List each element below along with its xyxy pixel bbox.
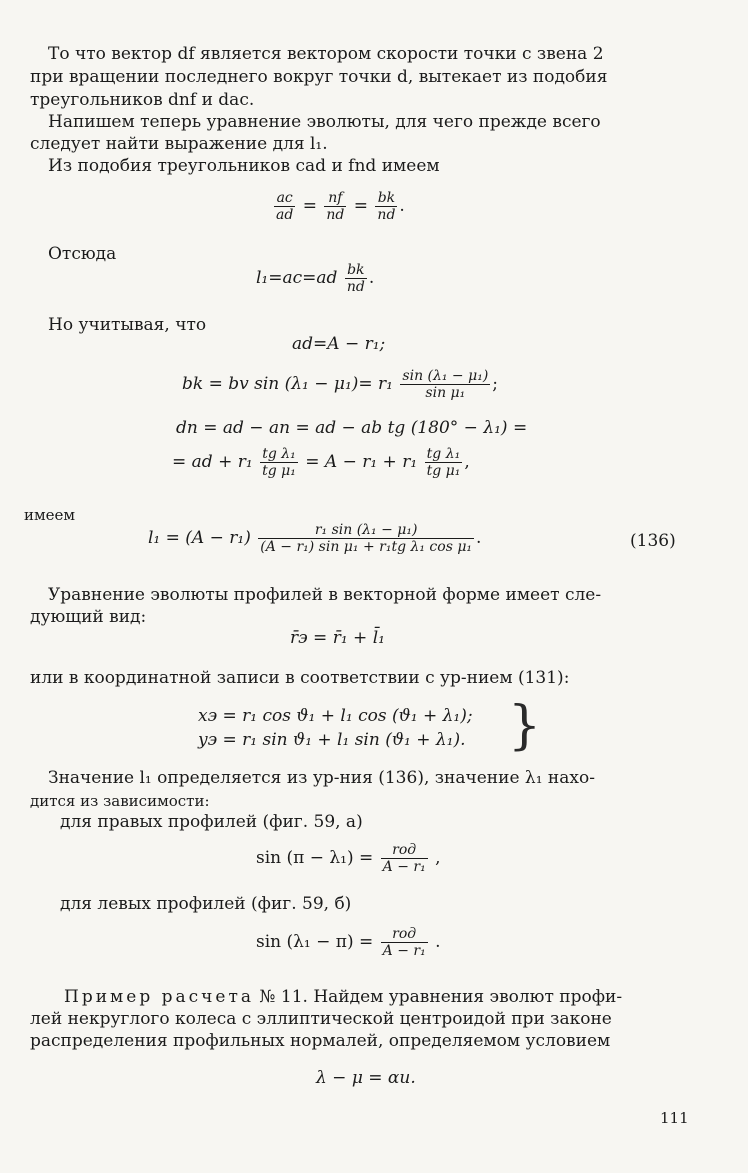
eq136-lhs: l₁ = (A − r₁) bbox=[148, 528, 251, 548]
paragraph-2-line-1: Напишем теперь уравнение эволюты, для чего прежде всего bbox=[48, 112, 601, 132]
equation-number-136: (136) bbox=[630, 531, 676, 551]
coordinate-line: или в координатной записи в соответствии с ур-нием (131): bbox=[30, 668, 570, 688]
frac-numerator: nf bbox=[324, 190, 346, 207]
frac-denominator: sin μ₁ bbox=[425, 385, 466, 401]
vector-equation: r̄э = r̄₁ + l̄₁ bbox=[290, 628, 385, 648]
right-profile-equation bbox=[256, 842, 441, 875]
dn2-part-a: = ad + r₁ bbox=[172, 452, 253, 472]
example-line-2: лей некруглого колеса с эллиптической центроидой при законе bbox=[30, 1009, 612, 1029]
no-uchityvaya-label: Но учитывая, что bbox=[48, 315, 207, 335]
page-number: 111 bbox=[660, 1109, 689, 1127]
frac-denominator: (A − r₁) sin μ₁ + r₁tg λ₁ cos μ₁ bbox=[260, 539, 473, 555]
frac-denominator: A − r₁ bbox=[382, 859, 426, 875]
frac-numerator: bk bbox=[375, 190, 397, 207]
paragraph-2-line-3: Из подобия треугольников cad и fnd имеем bbox=[48, 156, 440, 176]
paragraph-1-line-2: при вращении последнего вокруг точки d, вытекает из подобия bbox=[30, 67, 608, 87]
bk-equation: bk = bv sin (λ₁ − μ₁)= r₁ $\frac{\text{sin (λ₁ − μ₁)}}{\text{sin μ₁}}$ ; bbox=[182, 368, 499, 401]
frac-numerator: r₁ sin (λ₁ − μ₁) bbox=[258, 522, 474, 539]
frac-numerator: rод bbox=[381, 926, 428, 943]
example-line-1-text: № 11. Найдем уравнения эволют профи- bbox=[259, 987, 623, 1007]
x-equation: xэ = r₁ cos ϑ₁ + l₁ cos (ϑ₁ + λ₁); bbox=[198, 706, 473, 726]
imeem-label: имеем bbox=[24, 506, 76, 524]
frac-numerator: ac bbox=[274, 190, 295, 207]
ad-equation: ad=A − r₁; bbox=[292, 334, 386, 354]
dn-equation-continued: = ad + r₁ $\frac{\text{tg λ₁}}{\text{tg μ₁}}$ = A − r₁ + r₁ $\frac{\text{tg λ₁}}{\text{tg μ₁}}$ , bbox=[172, 446, 470, 479]
frac-numerator: tg λ₁ bbox=[425, 446, 463, 463]
paragraph-4-line-3: для правых профилей (фиг. 59, а) bbox=[60, 812, 363, 832]
frac-denominator: nd bbox=[346, 279, 365, 295]
frac-denominator: tg μ₁ bbox=[426, 463, 461, 479]
frac-denominator: tg μ₁ bbox=[262, 463, 296, 479]
paragraph-3-line-2: дующий вид: bbox=[30, 607, 147, 627]
frac-denominator: ad bbox=[276, 207, 294, 223]
right-tail: , bbox=[435, 848, 441, 868]
l1-lhs: l₁=ac=ad bbox=[256, 268, 338, 288]
paragraph-3-line-1: Уравнение эволюты профилей в векторной форме имеет сле- bbox=[48, 585, 602, 605]
otsyuda-label: Отсюда bbox=[48, 244, 117, 264]
paragraph-1-line-3: треугольников dnf и dac. bbox=[30, 90, 255, 110]
left-tail: . bbox=[435, 932, 441, 952]
right-brace: } bbox=[508, 696, 542, 756]
l1-equation: l₁=ac=ad $\frac{bk}{nd}$ . bbox=[256, 262, 375, 295]
left-profile-equation bbox=[256, 926, 441, 959]
dn-equation: dn = ad − an = ad − ab tg (180° − λ₁) = bbox=[176, 418, 528, 438]
final-equation: λ − μ = αи. bbox=[316, 1068, 416, 1088]
similarity-equation: $\frac{ac}{ad}$ = $\frac{nf}{nd}$ = $\frac{bk}{nd}$ . bbox=[276, 190, 405, 223]
frac-denominator: nd bbox=[326, 207, 345, 223]
dn2-part-b: = A − r₁ + r₁ bbox=[305, 452, 418, 472]
equation-136: l₁ = (A − r₁) $\frac{\text{r₁ sin (λ₁ − μ₁)}}{\text{(A − r₁) sin μ₁ + r₁tg λ₁ cos μ₁}}$ . bbox=[148, 522, 482, 555]
frac-numerator: rод bbox=[381, 842, 428, 859]
paragraph-4-line-1: Значение l₁ определяется из ур-ния (136), значение λ₁ нахо- bbox=[48, 768, 595, 788]
paragraph-2-line-2: следует найти выражение для l₁. bbox=[30, 134, 328, 154]
right-lhs: sin (π − λ₁) = bbox=[256, 848, 374, 868]
example-title: Пример расчета bbox=[64, 987, 254, 1007]
frac-numerator: bk bbox=[345, 262, 367, 279]
y-equation: yэ = r₁ sin ϑ₁ + l₁ sin (ϑ₁ + λ₁). bbox=[198, 730, 466, 750]
paragraph-4-line-2: дится из зависимости: bbox=[30, 792, 210, 810]
frac-denominator: nd bbox=[377, 207, 396, 223]
left-lhs: sin (λ₁ − π) = bbox=[256, 932, 374, 952]
frac-denominator: A − r₁ bbox=[382, 943, 426, 959]
frac-numerator: sin (λ₁ − μ₁) bbox=[402, 368, 489, 384]
left-profile-line: для левых профилей (фиг. 59, б) bbox=[60, 894, 352, 914]
example-line-1 bbox=[64, 987, 622, 1008]
frac-numerator: tg λ₁ bbox=[260, 446, 298, 463]
example-line-3: распределения профильных нормалей, определяемом условием bbox=[30, 1031, 611, 1051]
bk-lhs: bk = bv sin (λ₁ − μ₁)= r₁ bbox=[182, 374, 393, 394]
paragraph-1-line-1: То что вектор df является вектором скорости точки c звена 2 bbox=[48, 44, 604, 64]
